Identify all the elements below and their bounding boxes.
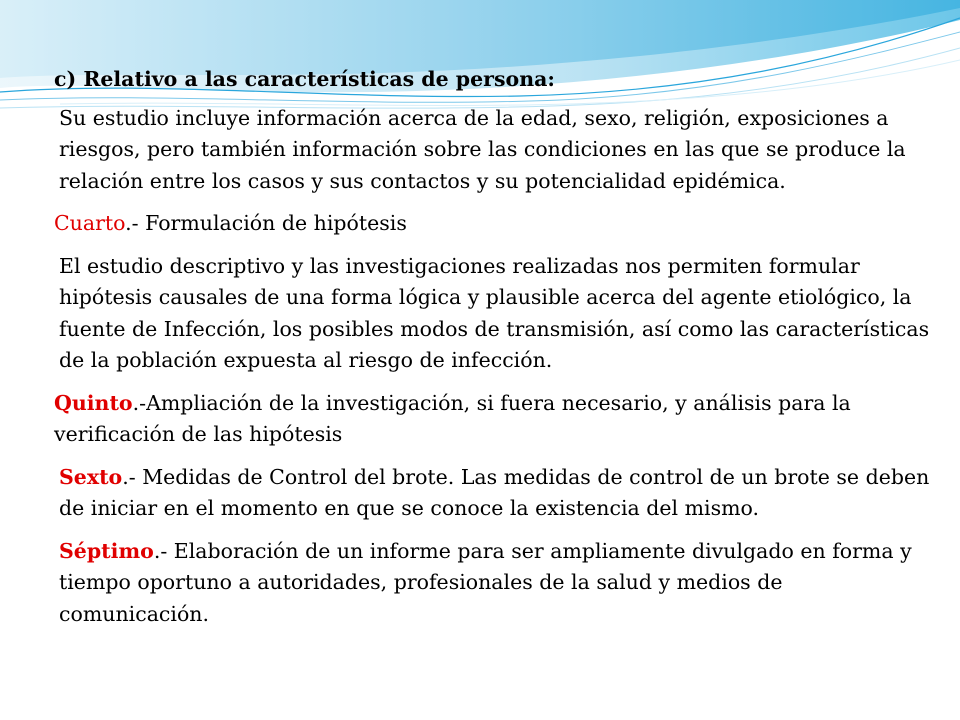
step-label-sexto: Sexto [59,464,123,489]
paragraph-septimo [54,536,934,631]
step-separator: .- [122,464,143,489]
step-separator: .- [153,538,174,563]
paragraph-hipotesis-text: El estudio descriptivo y las investigaciones realizadas nos permiten formular hipótesis causales de una forma lógica y plausible acerca del agente etiológico, la fuente de Infección, los posibles modos de transmisión, así como las características de la población expuesta al riesgo de infección. [59,253,930,372]
paragraph-cuarto-text: Formulación de hipótesis [145,211,407,235]
paragraph-cuarto [54,208,934,240]
paragraph-quinto-text: Ampliación de la investigación, si fuera necesario, y análisis para la verificación de las hipótesis [54,390,851,446]
paragraph-hipotesis [54,251,934,377]
paragraph-persona-text: Su estudio incluye información acerca de la edad, sexo, religión, exposiciones a riesgos, pero también información sobre las condiciones en las que se produce la relación entre los casos y sus contactos y su potencialidad epidémica. [59,105,906,193]
step-label-septimo: Séptimo [59,538,154,563]
step-label-quinto: Quinto [54,390,133,415]
paragraph-sexto [54,462,934,525]
section-heading: c) Relativo a las características de persona: [54,67,555,91]
paragraph-quinto [54,388,934,451]
step-label-cuarto: Cuarto [54,211,126,235]
paragraph-septimo-text: Elaboración de un informe para ser ampliamente divulgado en forma y tiempo oportuno a autoridades, profesionales de la salud y medios de comunicación. [59,538,912,626]
slide-content [54,64,934,641]
step-separator: .- [125,211,146,235]
paragraph-persona [54,103,934,198]
step-separator: .- [132,390,147,415]
paragraph-sexto-text: Medidas de Control del brote. Las medidas de control de un brote se deben de iniciar en el momento en que se conoce la existencia del mismo. [59,464,930,520]
